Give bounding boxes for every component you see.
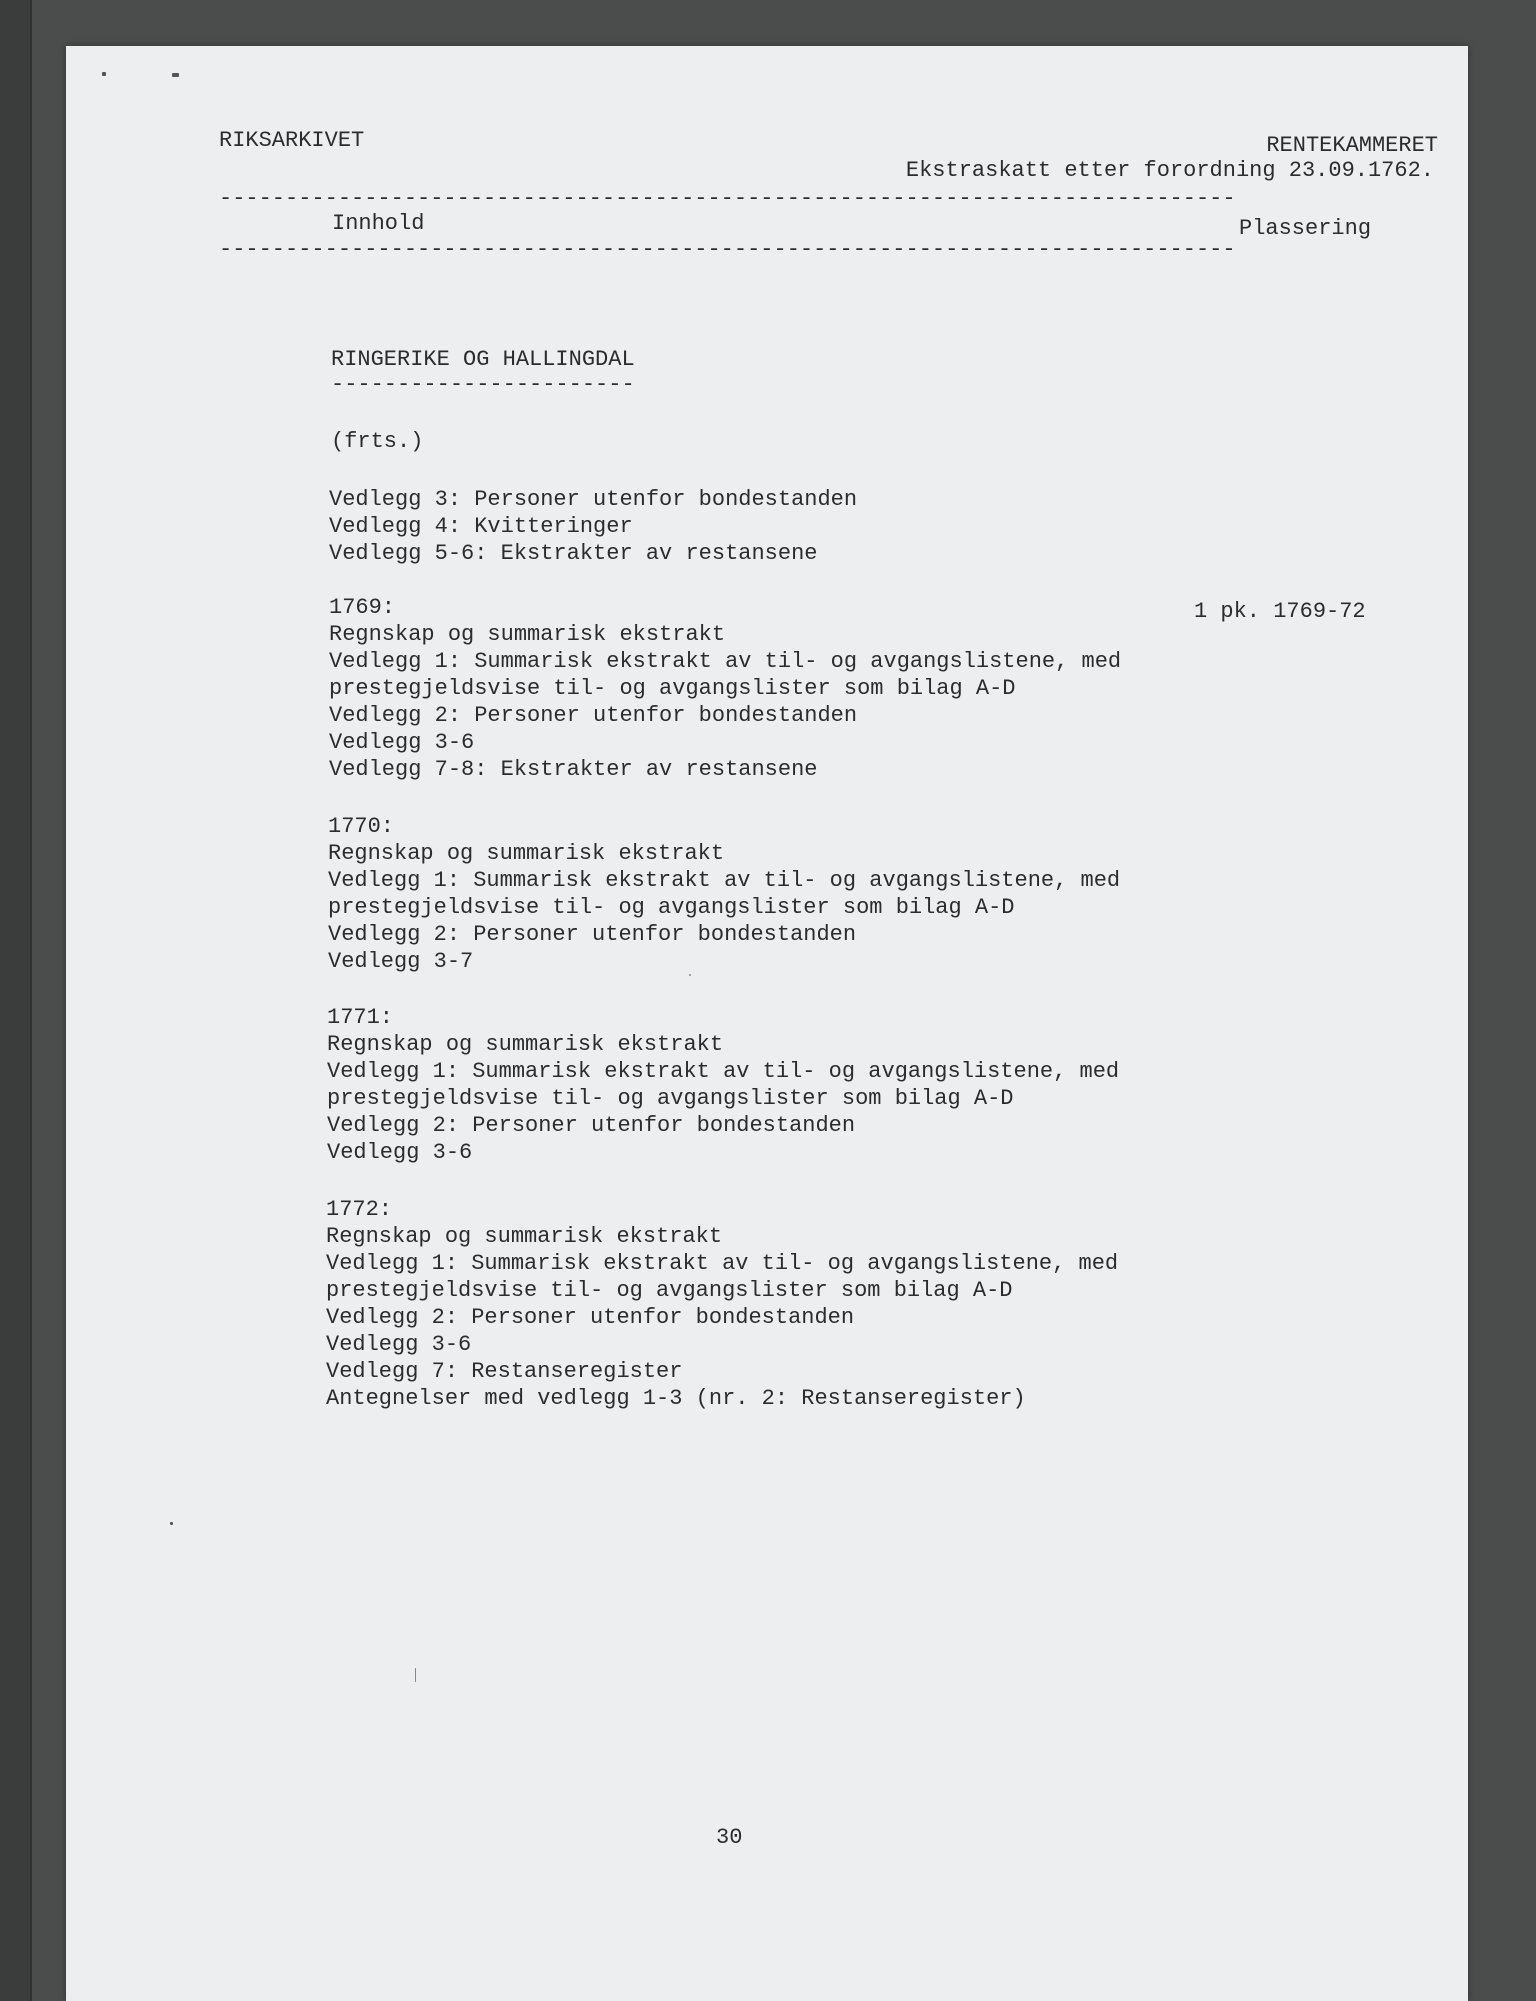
list-item: Regnskap og summarisk ekstrakt: [326, 1224, 723, 1249]
list-item: Antegnelser med vedlegg 1-3 (nr. 2: Restanseregister): [326, 1386, 1026, 1411]
list-item: Vedlegg 4: Kvitteringer: [329, 514, 633, 539]
header-rule-top: -----------------------------------------------------------------------------: [219, 186, 1236, 211]
collection-name: RENTEKAMMERET: [1266, 133, 1438, 158]
list-item: Regnskap og summarisk ekstrakt: [329, 622, 726, 647]
collection-subtitle: Ekstraskatt etter forordning 23.09.1762.: [905, 158, 1434, 183]
list-item: Vedlegg 1: Summarisk ekstrakt av til- og avgangslistene, med: [328, 868, 1121, 893]
list-item: prestegjeldsvise til- og avgangslister som bilag A-D: [329, 676, 1016, 701]
scan-speck: [415, 1668, 416, 1682]
list-item: prestegjeldsvise til- og avgangslister som bilag A-D: [328, 895, 1015, 920]
list-item: Vedlegg 1: Summarisk ekstrakt av til- og avgangslistene, med: [326, 1251, 1119, 1276]
year-heading: 1771:: [327, 1005, 394, 1030]
scan-speck: [102, 72, 106, 76]
page-number: 30: [716, 1825, 743, 1850]
list-item: Vedlegg 2: Personer utenfor bondestanden: [329, 703, 858, 728]
list-item: Vedlegg 5-6: Ekstrakter av restansene: [329, 541, 818, 566]
list-item: Vedlegg 3-6: [326, 1332, 472, 1357]
scan-speck: [689, 974, 691, 976]
list-item: Vedlegg 1: Summarisk ekstrakt av til- og avgangslistene, med: [327, 1059, 1120, 1084]
continued-marker: (frts.): [331, 429, 424, 454]
section-title: RINGERIKE OG HALLINGDAL: [331, 347, 635, 372]
location-reference: 1 pk. 1769-72: [1194, 599, 1366, 624]
archive-name: RIKSARKIVET: [219, 128, 365, 153]
header-rule-bottom: -----------------------------------------------------------------------------: [219, 237, 1236, 262]
list-item: Vedlegg 3: Personer utenfor bondestanden: [329, 487, 858, 512]
list-item: Vedlegg 3-6: [329, 730, 475, 755]
list-item: Regnskap og summarisk ekstrakt: [327, 1032, 724, 1057]
document-page: [66, 46, 1468, 2001]
scan-speck: [172, 73, 179, 77]
list-item: Vedlegg 2: Personer utenfor bondestanden: [328, 922, 857, 947]
list-item: Regnskap og summarisk ekstrakt: [328, 841, 725, 866]
list-item: prestegjeldsvise til- og avgangslister som bilag A-D: [326, 1278, 1013, 1303]
column-heading-contents: Innhold: [332, 211, 425, 236]
column-heading-location: Plassering: [1239, 216, 1372, 241]
list-item: Vedlegg 7-8: Ekstrakter av restansene: [329, 757, 818, 782]
list-item: Vedlegg 1: Summarisk ekstrakt av til- og avgangslistene, med: [329, 649, 1122, 674]
list-item: Vedlegg 2: Personer utenfor bondestanden: [326, 1305, 855, 1330]
scan-speck: [170, 1522, 173, 1525]
binding-edge: [0, 0, 32, 2001]
year-heading: 1770:: [328, 814, 395, 839]
section-title-underline: -----------------------: [331, 372, 635, 397]
list-item: Vedlegg 2: Personer utenfor bondestanden: [327, 1113, 856, 1138]
year-heading: 1769:: [329, 595, 396, 620]
year-heading: 1772:: [326, 1197, 393, 1222]
list-item: Vedlegg 7: Restanseregister: [326, 1359, 683, 1384]
list-item: prestegjeldsvise til- og avgangslister som bilag A-D: [327, 1086, 1014, 1111]
list-item: Vedlegg 3-7: [328, 949, 474, 974]
list-item: Vedlegg 3-6: [327, 1140, 473, 1165]
